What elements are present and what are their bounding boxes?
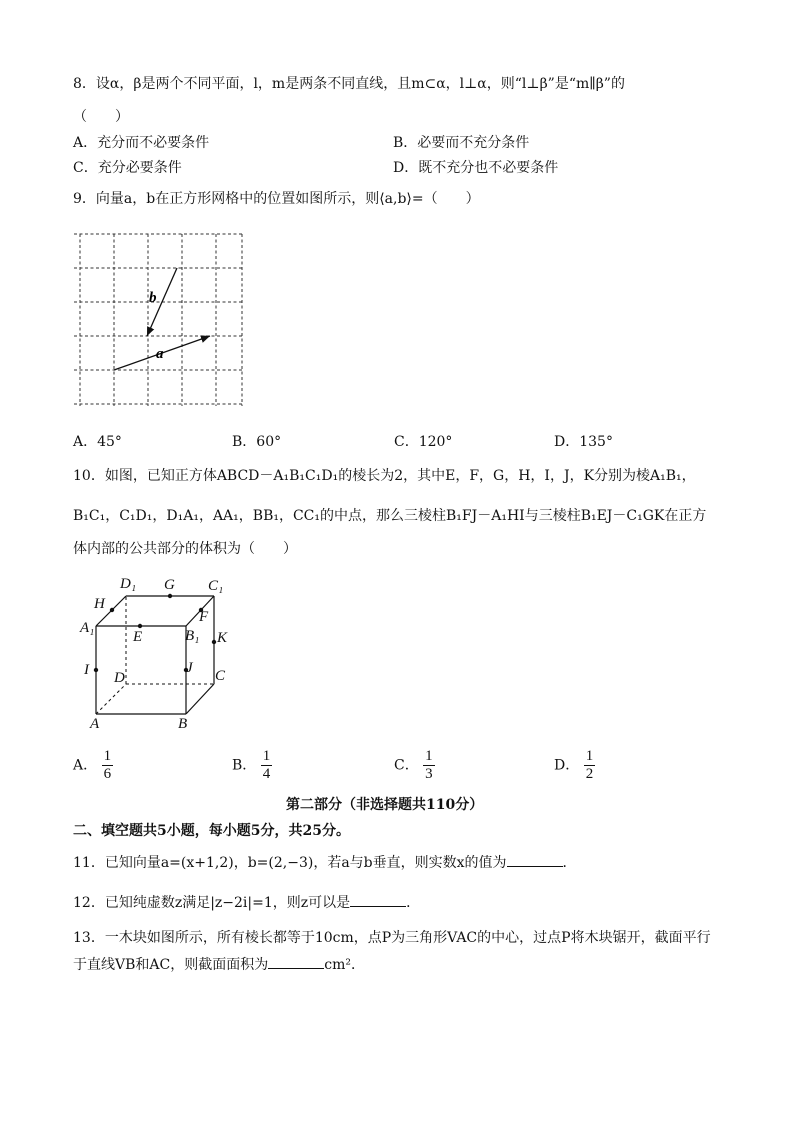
q11-text: 11．已知向量a=(x+1,2)，b=(2,−3)，若a与b垂直，则实数x的值为 (73, 855, 507, 871)
svg-text:J: J (186, 660, 193, 676)
q12-answer-blank (350, 894, 406, 907)
svg-text:A: A (90, 716, 100, 732)
q8-option-a: A．充分而不必要条件 (73, 135, 210, 151)
q13-line1: 13．一木块如图所示，所有棱长都等于10cm，点P为三角形VAC的中心，过点P将木块锯开，截面平行 (73, 930, 711, 946)
svg-text:D₁: D₁ (120, 576, 137, 592)
q11-answer-blank (507, 854, 563, 867)
q9-stem: 9．向量a，b在正方形网格中的位置如图所示，则⟨a,b⟩=（ ） (73, 191, 480, 207)
q9-option-a: A．45° (73, 434, 122, 450)
q11: 11．已知向量a=(x+1,2)，b=(2,−3)，若a与b垂直，则实数x的值为 ． (73, 855, 577, 871)
q9-vector-grid-figure (72, 226, 250, 412)
q8-stem: 8．设α，β是两个不同平面，l，m是两条不同直线，且m⊂α，l⊥α，则“l⊥β”是“m∥β”的 (73, 76, 625, 92)
svg-text:F: F (199, 609, 209, 625)
q8-option-d: D．既不充分也不必要条件 (393, 160, 559, 176)
section2-title: 二、填空题共5小题，每小题5分，共25分。 (73, 823, 350, 839)
svg-text:K: K (217, 630, 228, 646)
q9-option-c: C．120° (394, 434, 453, 450)
svg-text:B₁: B₁ (185, 628, 200, 644)
q13-line2: 于直线VB和AC，则截面面积为 cm²． (73, 957, 365, 973)
svg-text:C₁: C₁ (208, 578, 224, 594)
label-a: a (156, 346, 164, 362)
part2-title: 第二部分（非选择题共110分） (286, 797, 484, 813)
label-b: b (149, 290, 157, 306)
q9-option-d: D．135° (554, 434, 613, 450)
q12: 12．已知纯虚数z满足|z−2i|=1，则z可以是 ． (73, 895, 421, 911)
q10-option-d: D． $\frac{1}{2}$ (554, 748, 594, 782)
q8-paren: （ ） (73, 109, 129, 125)
q12-text: 12．已知纯虚数z满足|z−2i|=1，则z可以是 (73, 895, 351, 911)
q10-option-c: C． $\frac{1}{3}$ (394, 748, 433, 782)
q13-answer-blank (268, 956, 324, 969)
svg-text:H: H (94, 596, 105, 612)
svg-text:A₁: A₁ (80, 620, 95, 636)
svg-text:D: D (114, 670, 125, 686)
q10-cube-figure (72, 570, 240, 736)
q10-option-a: A． $\frac{1}{6}$ (73, 748, 112, 782)
svg-text:E: E (133, 629, 143, 645)
q9-option-b: B．60° (232, 434, 282, 450)
svg-text:G: G (164, 577, 175, 593)
grid-lines (74, 234, 244, 406)
q10-option-b: B． $\frac{1}{4}$ (232, 748, 271, 782)
svg-text:B: B (178, 716, 188, 732)
q10-line3: 体内部的公共部分的体积为（ ） (73, 541, 297, 557)
q10-line1: 10．如图，已知正方体ABCD－A₁B₁C₁D₁的棱长为2，其中E，F，G，H，I，J，K分别为棱A₁B₁， (73, 468, 696, 484)
q8-option-c: C．充分必要条件 (73, 160, 182, 176)
svg-text:I: I (84, 662, 89, 678)
q8-option-b: B．必要而不充分条件 (393, 135, 530, 151)
svg-text:C: C (215, 668, 226, 684)
q10-line2: B₁C₁，C₁D₁，D₁A₁，AA₁，BB₁，CC₁的中点，那么三棱柱B₁FJ－A₁HI与三棱柱B₁EJ－C₁GK在正方 (73, 508, 707, 524)
